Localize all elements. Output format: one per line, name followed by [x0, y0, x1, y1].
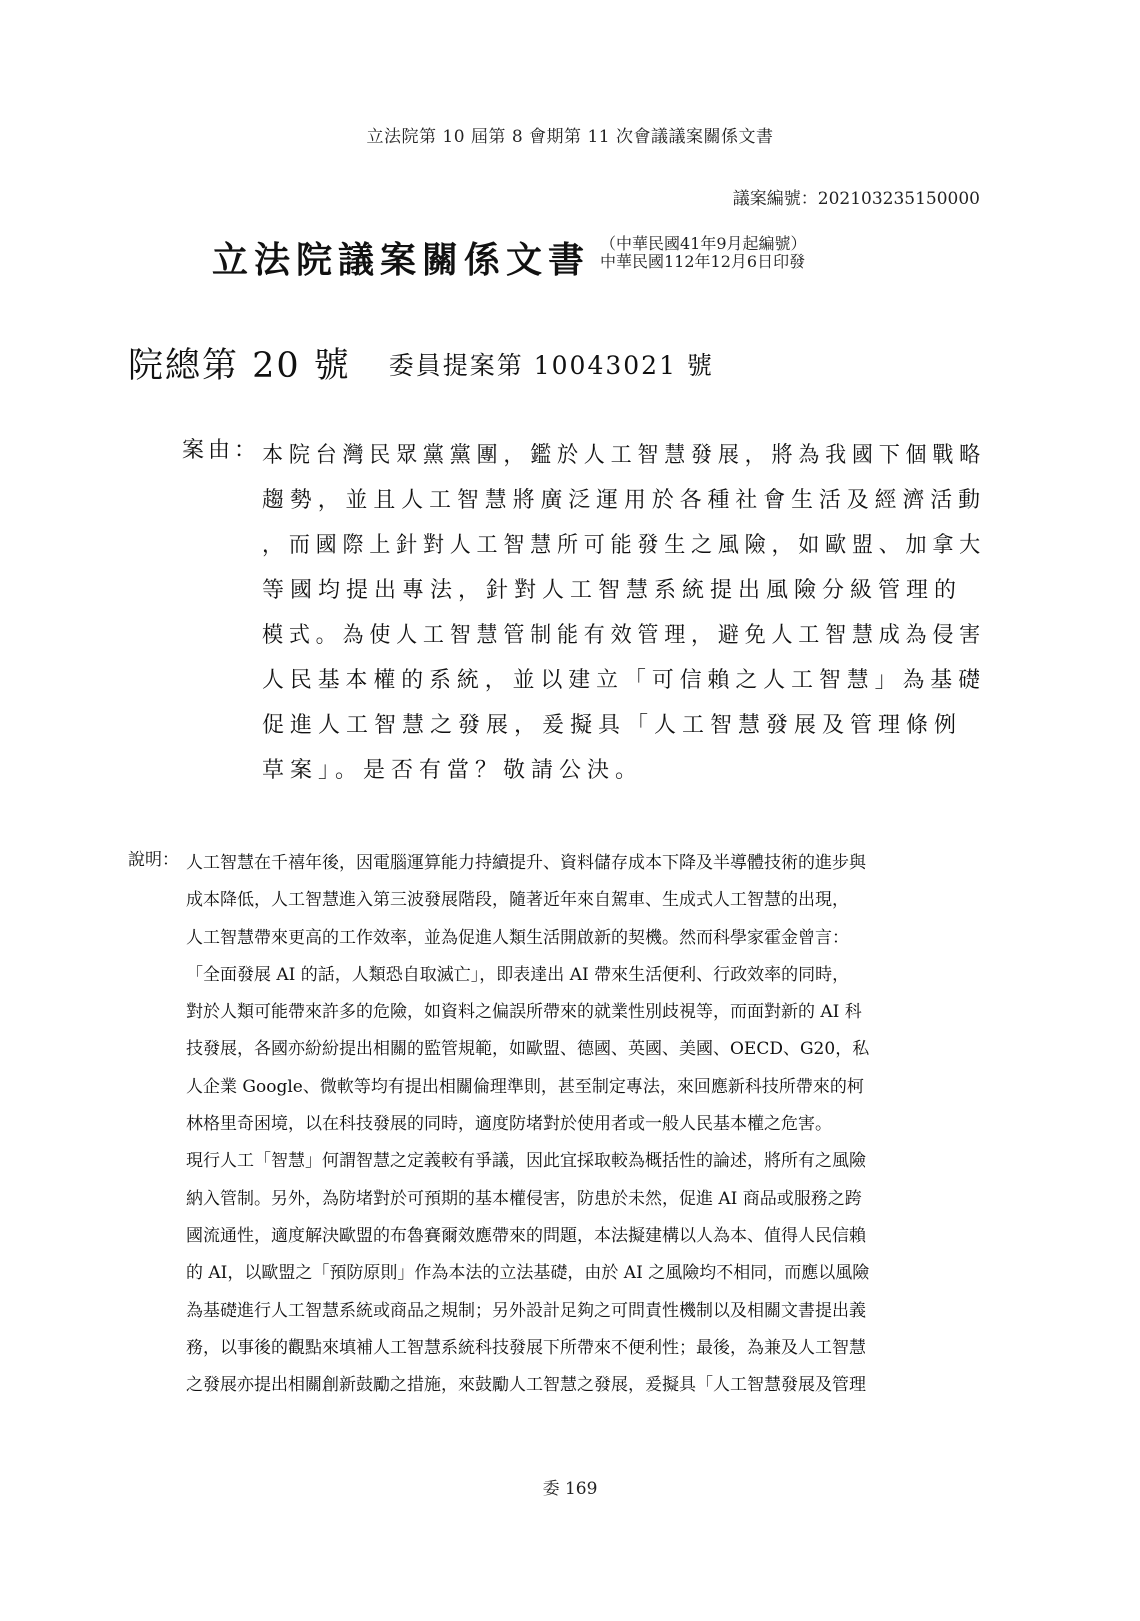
- explanation-line: 成本降低，人工智慧進入第三波發展階段，隨著近年來自駕車、生成式人工智慧的出現，: [186, 890, 849, 911]
- reason-label: 案由：: [182, 438, 261, 463]
- explanation-line: 國流通性，適度解決歐盟的布魯賽爾效應帶來的問題，本法擬建構以人為本、值得人民信賴: [186, 1225, 866, 1246]
- explanation-line: 人企業 Google、微軟等均有提出相關倫理準則，甚至制定專法，來回應新科技所帶來的柯: [186, 1076, 864, 1097]
- reason-line: 草案」。是否有當？敬請公決。: [262, 758, 644, 783]
- reason-line: 等國均提出專法，針對人工智慧系統提出風險分級管理的: [262, 578, 963, 603]
- explanation-line: 之發展亦提出相關創新鼓勵之措施，來鼓勵人工智慧之發展，爰擬具「人工智慧發展及管理: [186, 1375, 866, 1396]
- explanation-line: 納入管制。另外，為防堵對於可預期的基本權侵害，防患於未然，促進 AI 商品或服務之跨: [186, 1188, 862, 1209]
- explanation-label: 說明：: [128, 850, 179, 870]
- edition-note-numbering: （中華民國41年9月起編號）: [600, 234, 807, 253]
- reason-line: 本院台灣民眾黨黨團，鑑於人工智慧發展，將為我國下個戰略: [262, 443, 987, 468]
- explanation-line: 為基礎進行人工智慧系統或商品之規制；另外設計足夠之可問責性機制以及相關文書提出義: [186, 1300, 866, 1321]
- explanation-line: 技發展，各國亦紛紛提出相關的監管規範，如歐盟、德國、英國、美國、OECD、G20，私: [186, 1039, 870, 1060]
- reason-body: [262, 433, 986, 793]
- explanation-line: 務，以事後的觀點來填補人工智慧系統科技發展下所帶來不便利性；最後，為兼及人工智慧: [186, 1337, 866, 1358]
- explanation-line: 現行人工「智慧」何謂智慧之定義較有爭議，因此宜採取較為概括性的論述，將所有之風險: [186, 1151, 866, 1172]
- explanation-body: [186, 845, 982, 1404]
- edition-note-print-date: 中華民國112年12月6日印發: [600, 252, 806, 271]
- explanation-line: 的 AI，以歐盟之「預防原則」作為本法的立法基礎，由於 AI 之風險均不相同，而應以風險: [186, 1263, 870, 1284]
- reason-line: 模式。為使人工智慧管制能有效管理，避免人工智慧成為侵害: [262, 623, 987, 648]
- reason-line: ，而國際上針對人工智慧所可能發生之風險，如歐盟、加拿大: [262, 533, 987, 558]
- reason-line: 人民基本權的系統，並以建立「可信賴之人工智慧」為基礎: [262, 668, 987, 693]
- bill-number: 議案編號：202103235150000: [732, 189, 980, 209]
- proposal-number: 委員提案第 10043021 號: [388, 351, 714, 380]
- document-title: 立法院議案關係文書: [212, 239, 591, 281]
- edition-note: [600, 235, 807, 271]
- page-number: 委 169: [542, 1479, 598, 1499]
- explanation-line: 林格里奇困境，以在科技發展的同時，適度防堵對於使用者或一般人民基本權之危害。: [186, 1114, 832, 1135]
- explanation-line: 「全面發展 AI 的話，人類恐自取滅亡」，即表達出 AI 帶來生活便利、行政效率的同時，: [186, 964, 850, 985]
- reason-line: 趨勢，並且人工智慧將廣泛運用於各種社會生活及經濟活動: [262, 488, 987, 513]
- explanation-line: 人工智慧帶來更高的工作效率，並為促進人類生活開啟新的契機。然而科學家霍金曾言：: [186, 927, 849, 948]
- doc-number: [128, 338, 714, 388]
- explanation-line: 對於人類可能帶來許多的危險，如資料之偏誤所帶來的就業性別歧視等，而面對新的 AI 科: [186, 1002, 862, 1023]
- explanation-line: 人工智慧在千禧年後，因電腦運算能力持續提升、資料儲存成本下降及半導體技術的進步與: [186, 853, 866, 873]
- reason-line: 促進人工智慧之發展，爰擬具「人工智慧發展及管理條例: [262, 713, 963, 738]
- session-header: 立法院第 10 屆第 8 會期第 11 次會議議案關係文書: [366, 127, 774, 147]
- general-number: 院總第 20 號: [128, 346, 351, 386]
